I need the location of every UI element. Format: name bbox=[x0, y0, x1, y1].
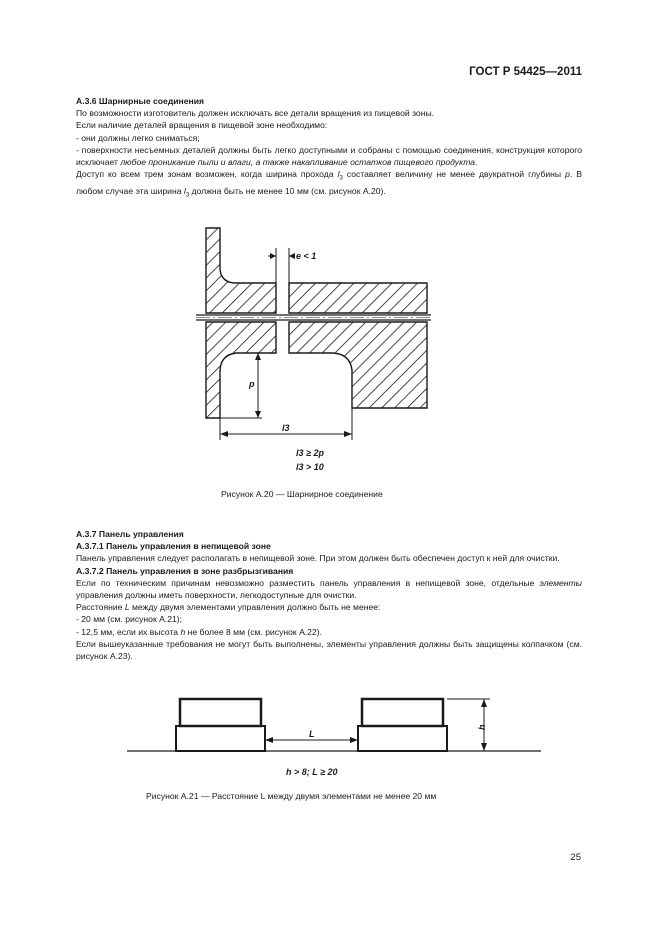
subsection-heading: А.3.7.1 Панель управления в непищевой зоне bbox=[76, 541, 271, 552]
l-label: L bbox=[309, 729, 315, 739]
hinge-drawing bbox=[196, 228, 431, 472]
paragraph: Если наличие деталей вращения в пищевой зоне необходимо: bbox=[76, 120, 328, 131]
figure-a20-caption: Рисунок А.20 — Шарнирное соединение bbox=[221, 489, 383, 499]
list-item: - 20 мм (см. рисунок А.21); bbox=[76, 614, 183, 625]
list-item: - они должны легко сниматься; bbox=[76, 132, 200, 143]
right-block-upper bbox=[289, 283, 427, 313]
figure-a21-caption: Рисунок А.21 — Расстояние L между двумя элементами не менее 20 мм bbox=[146, 791, 437, 801]
control-elements-drawing bbox=[127, 699, 541, 777]
section-heading: А.3.7 Панель управления bbox=[76, 529, 184, 539]
paragraph: Если по техническим причинам невозможно разместить панель управления в непищевой зоне, отдельные элементы управления должны иметь поверхности, легкодоступные для очистки. bbox=[76, 577, 582, 601]
right-block-lower bbox=[289, 322, 427, 408]
paragraph: Расстояние L между двумя элементами управления должно быть не менее: bbox=[76, 602, 381, 613]
paragraph: По возможности изготовитель должен исключать все детали вращения из пищевой зоны. bbox=[76, 108, 435, 119]
page-number: 25 bbox=[570, 852, 581, 863]
list-item: - 12,5 мм, если их высота h не более 8 мм (см. рисунок А.22). bbox=[76, 626, 322, 637]
width-label: l3 bbox=[282, 423, 290, 433]
gap-label: e < 1 bbox=[296, 251, 317, 261]
list-item: - поверхности несъемных деталей должны быть легко доступными и собраны с помощью соединения, конструкция которого исключает любое проникание пыли и влаги, а также накапливание остатков пищевого продукта. bbox=[76, 144, 582, 168]
paragraph: Если вышеуказанные требования не могут быть выполнены, элементы управления должны быть защищены колпачком (см. рисунок А.23). bbox=[76, 638, 582, 662]
section-a37 bbox=[76, 528, 582, 662]
left-wall bbox=[206, 228, 276, 313]
condition-2: l3 > 10 bbox=[296, 462, 324, 472]
paragraph: Панель управления следует располагать в непищевой зоне. При этом должен быть обеспечен доступ к ней для очистки. bbox=[76, 553, 560, 564]
section-heading: А.3.6 Шарнирные соединения bbox=[76, 96, 205, 106]
subsection-heading: А.3.7.2 Панель управления в зоне разбрызгивания bbox=[76, 565, 294, 576]
h-label: h bbox=[477, 724, 487, 730]
document-id: ГОСТ Р 54425—2011 bbox=[469, 66, 582, 78]
paragraph: Доступ ко всем трем зонам возможен, когда ширина прохода $l_3$ составляет величину не менее двукратной глубины p. В любом случае эта ширина $l_3$ должна быть не менее 10 мм (см. рисунок А.20). bbox=[76, 169, 582, 199]
condition-1: l3 ≥ 2p bbox=[296, 448, 324, 458]
depth-label: p bbox=[249, 379, 255, 389]
left-lower-part bbox=[206, 322, 276, 418]
condition: h > 8; L ≥ 20 bbox=[286, 767, 338, 777]
